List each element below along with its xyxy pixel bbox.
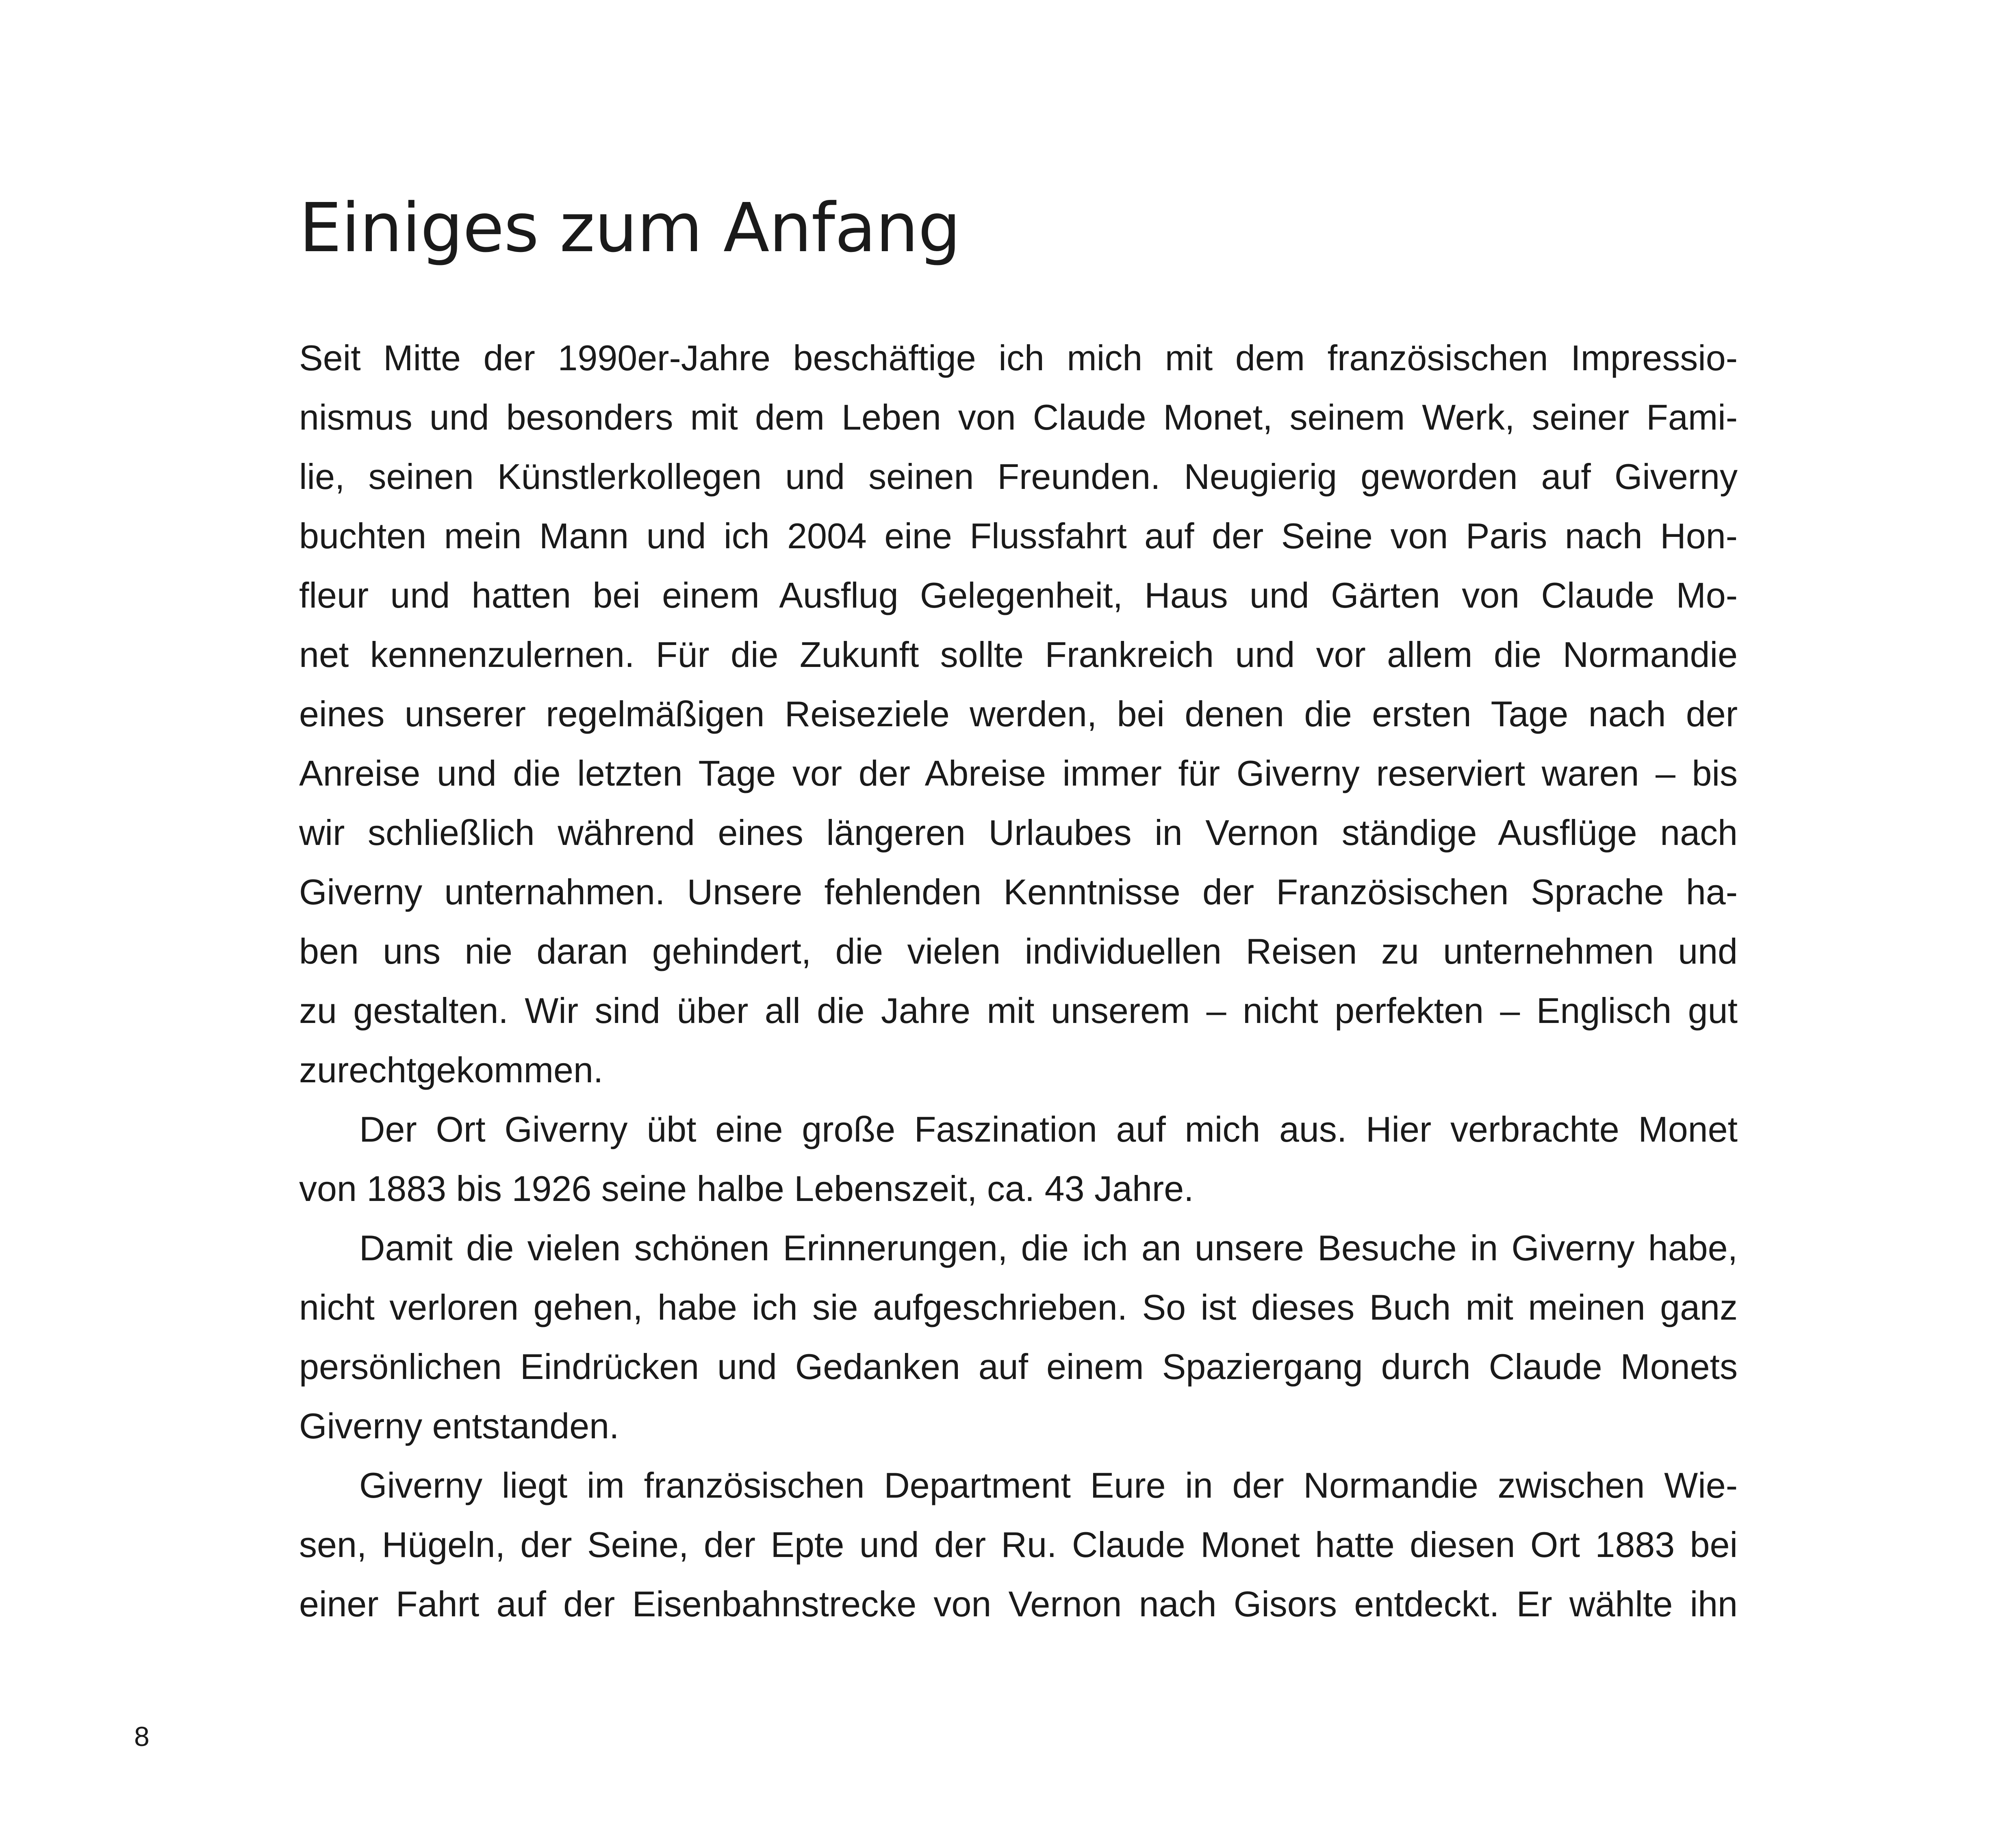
text-line: einer Fahrt auf der Eisenbahnstrecke von Vernon nach Gisors entdeckt. Er wählte ihn [299, 1584, 1738, 1624]
text-line: fleur und hatten bei einem Ausflug Gelegenheit, Haus und Gärten von Claude Mo- [299, 575, 1738, 615]
paragraph [299, 1218, 1738, 1456]
text-line: Giverny liegt im französischen Department Eure in der Normandie zwischen Wie- [359, 1465, 1738, 1505]
text-line: lie, seinen Künstlerkollegen und seinen Freunden. Neugierig geworden auf Giverny [299, 456, 1738, 497]
text-line: nismus und besonders mit dem Leben von Claude Monet, seinem Werk, seiner Fami- [299, 397, 1738, 437]
text-line: sen, Hügeln, der Seine, der Epte und der Ru. Claude Monet hatte diesen Ort 1883 bei [299, 1524, 1738, 1565]
text-line: net kennenzulernen. Für die Zukunft sollte Frankreich und vor allem die Normandie [299, 634, 1738, 675]
page-number: 8 [134, 1721, 150, 1752]
chapter-heading: Einiges zum Anfang [299, 189, 961, 267]
text-line: wir schließlich während eines längeren Urlaubes in Vernon ständige Ausflüge nach [299, 812, 1738, 853]
text-line: buchten mein Mann und ich 2004 eine Flussfahrt auf der Seine von Paris nach Hon- [299, 516, 1738, 556]
text-line: Giverny unternahmen. Unsere fehlenden Kenntnisse der Französischen Sprache ha- [299, 872, 1738, 912]
text-line: Anreise und die letzten Tage vor der Abreise immer für Giverny reserviert waren – bis [299, 753, 1738, 793]
text-line: von 1883 bis 1926 seine halbe Lebenszeit, ca. 43 Jahre. [299, 1168, 1194, 1209]
text-line: Seit Mitte der 1990er-Jahre beschäftige ich mich mit dem französischen Impressio- [299, 338, 1738, 378]
text-line: Giverny entstanden. [299, 1406, 619, 1446]
text-line: persönlichen Eindrücken und Gedanken auf einem Spaziergang durch Claude Monets [299, 1346, 1738, 1387]
text-line: zu gestalten. Wir sind über all die Jahre mit unserem – nicht perfekten – Englisch gut [299, 990, 1738, 1031]
text-line: Der Ort Giverny übt eine große Faszination auf mich aus. Hier verbrachte Monet [359, 1109, 1738, 1149]
text-line: nicht verloren gehen, habe ich sie aufgeschrieben. So ist dieses Buch mit meinen ganz [299, 1287, 1738, 1327]
text-line: ben uns nie daran gehindert, die vielen individuellen Reisen zu unternehmen und [299, 931, 1738, 971]
paragraph [299, 1456, 1738, 1634]
text-line: zurechtgekommen. [299, 1050, 603, 1090]
body-text [299, 328, 1738, 1634]
text-line: Damit die vielen schönen Erinnerungen, die ich an unsere Besuche in Giverny habe, [359, 1228, 1738, 1268]
paragraph [299, 328, 1738, 1100]
text-line: eines unserer regelmäßigen Reiseziele werden, bei denen die ersten Tage nach der [299, 694, 1738, 734]
paragraph [299, 1100, 1738, 1218]
